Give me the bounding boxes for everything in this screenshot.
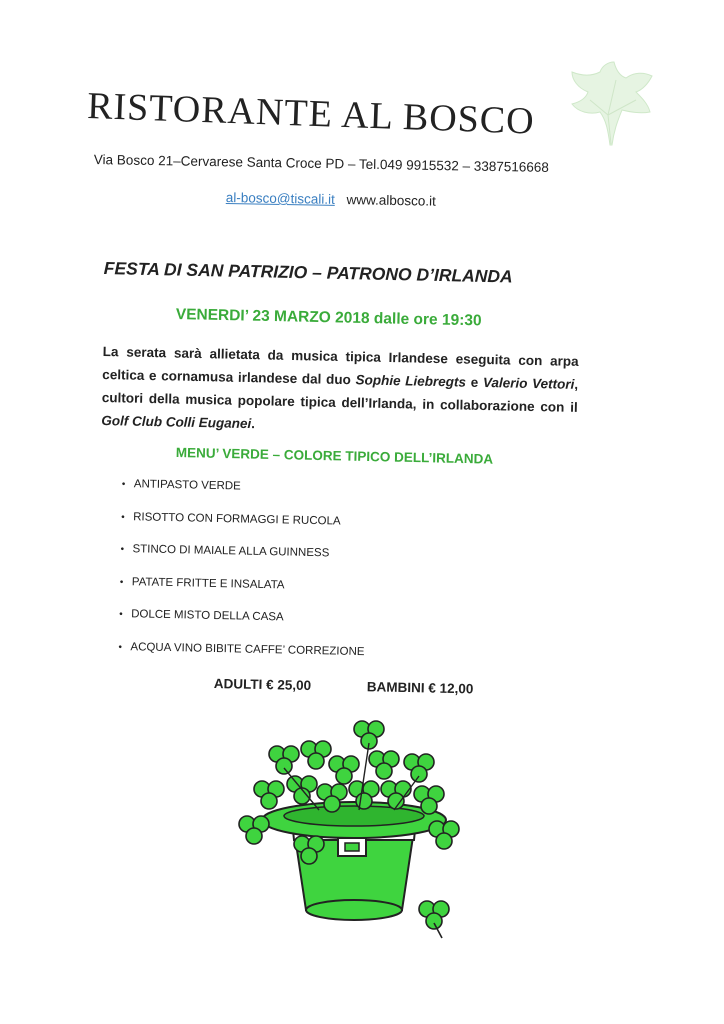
- description-text: La serata sarà allietata da musica tipica Irlandese eseguita con arpa celtica e cornamusa irlandese dal duo: [102, 343, 579, 388]
- bullet-icon: •: [120, 543, 125, 556]
- email-link[interactable]: al-bosco@tiscali.it: [225, 190, 335, 207]
- address-line: Via Bosco 21–Cervarese Santa Croce PD – Tel.049 9915532 – 3387516668: [93, 152, 550, 175]
- menu-item-label: DOLCE MISTO DELLA CASA: [131, 608, 284, 624]
- event-description: [101, 340, 579, 442]
- menu-item-label: ACQUA VINO BIBITE CAFFE’ CORREZIONE: [130, 640, 365, 658]
- prices: [214, 676, 534, 698]
- adult-price: ADULTI € 25,00: [213, 676, 312, 694]
- shamrock-icon: [419, 901, 449, 938]
- bullet-icon: •: [121, 478, 126, 491]
- bullet-icon: •: [118, 641, 123, 653]
- bullet-icon: •: [119, 608, 123, 621]
- list-item: [118, 640, 439, 679]
- bullet-icon: •: [121, 511, 125, 523]
- website-text: www.albosco.it: [346, 192, 437, 209]
- menu-item-label: RISOTTO CON FORMAGGI E RUCOLA: [133, 510, 341, 528]
- menu-list: [118, 478, 442, 680]
- event-title: FESTA DI SAN PATRIZIO – PATRONO D’IRLANDA: [103, 258, 513, 287]
- kids-price: BAMBINI € 12,00: [366, 679, 474, 697]
- artist-name: Valerio Vettori: [482, 374, 575, 392]
- event-date: VENERDI’ 23 MARZO 2018 dalle ore 19:30: [175, 306, 482, 330]
- menu-item-label: PATATE FRITTE E INSALATA: [131, 575, 285, 591]
- menu-title: MENU’ VERDE – COLORE TIPICO DELL’IRLANDA: [175, 445, 494, 467]
- description-text: .: [251, 416, 256, 432]
- leprechaun-hat-icon: [224, 710, 484, 950]
- contacts: [226, 190, 436, 209]
- description-text: e: [465, 374, 484, 390]
- artist-name: Sophie Liebregts: [355, 372, 467, 390]
- bullet-icon: •: [119, 576, 124, 588]
- menu-item-label: STINCO DI MAIALE ALLA GUINNESS: [132, 543, 330, 560]
- menu-item-label: ANTIPASTO VERDE: [133, 478, 241, 493]
- description-text: , cultori della musica popolare tipica dell’Irlanda, in collaborazione con il: [101, 376, 579, 415]
- partner-name: Golf Club Colli Euganei: [101, 412, 252, 432]
- restaurant-name: RISTORANTE AL BOSCO: [86, 84, 536, 143]
